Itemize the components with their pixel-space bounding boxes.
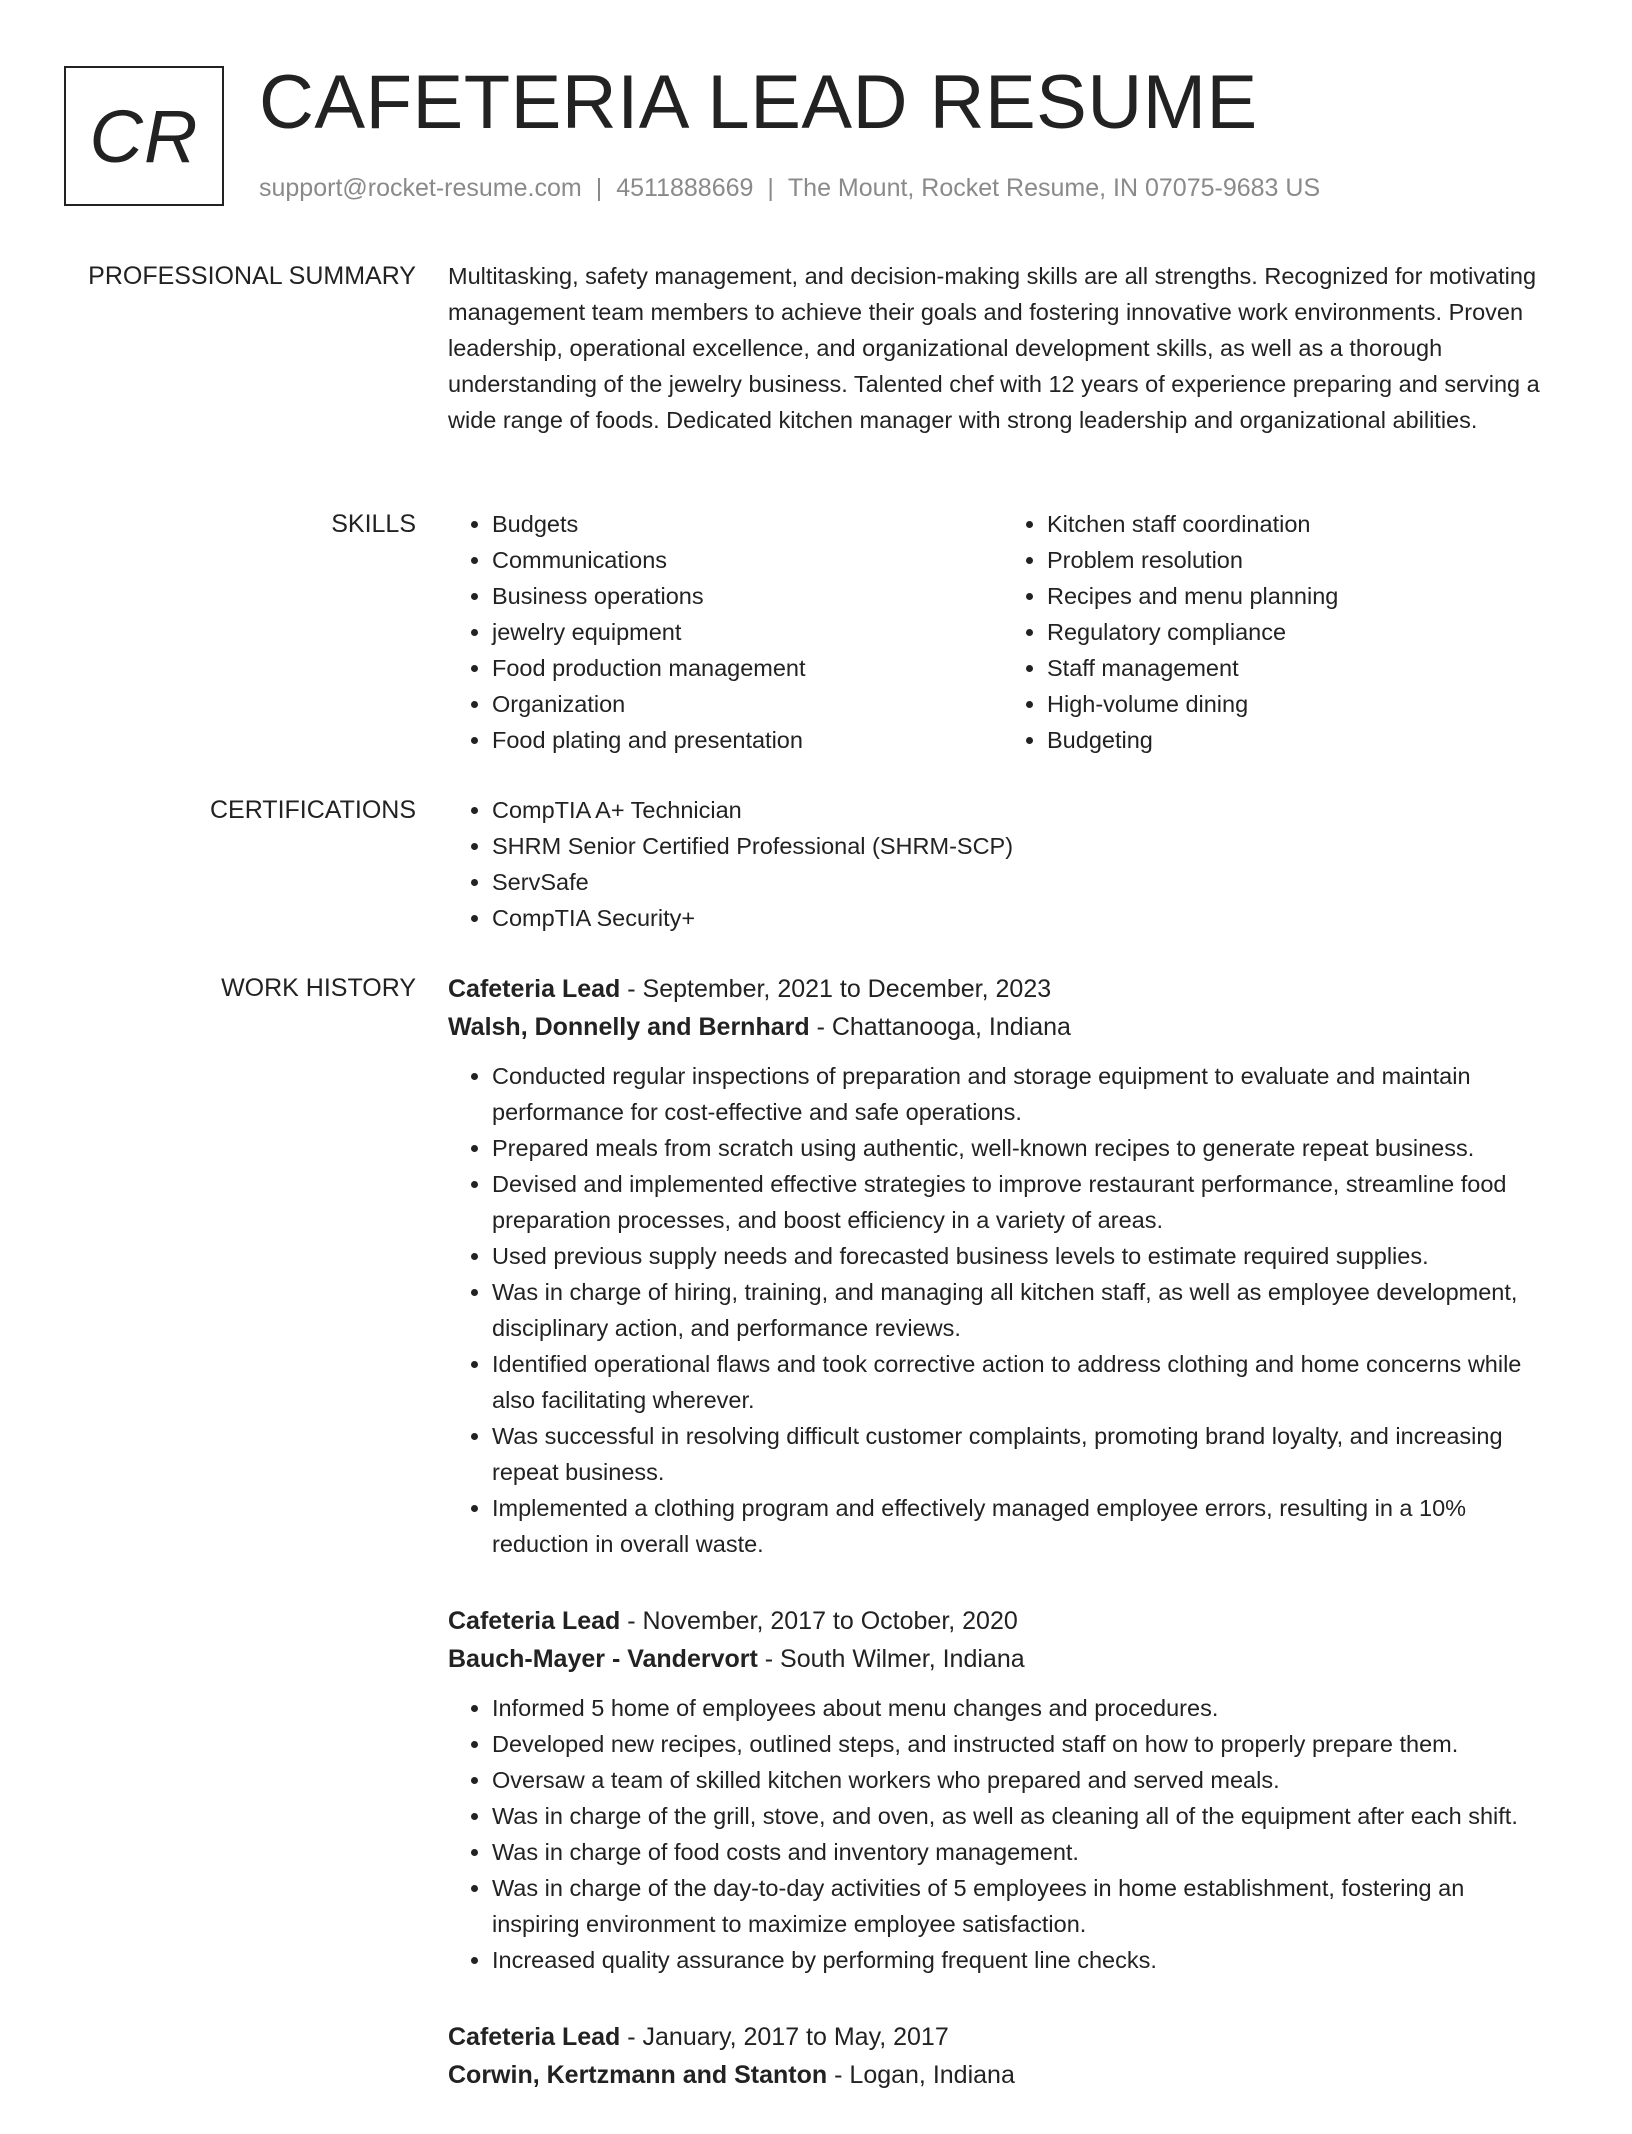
skills-list-left bbox=[448, 506, 1003, 758]
skill-item: • Regulatory compliance bbox=[1047, 614, 1558, 650]
resume-title: CAFETERIA LEAD RESUME bbox=[259, 60, 1258, 145]
skill-item: • jewelry equipment bbox=[492, 614, 1003, 650]
job-title-line bbox=[448, 1602, 1558, 1640]
job-bullet: • Informed 5 home of employees about menu changes and procedures. bbox=[492, 1690, 1558, 1726]
job-company: Corwin, Kertzmann and Stanton bbox=[448, 2061, 828, 2089]
job-bullet: • Developed new recipes, outlined steps, and instructed staff on how to properly prepare them. bbox=[492, 1726, 1558, 1762]
job-bullet: • Increased quality assurance by performing frequent line checks. bbox=[492, 1942, 1558, 1978]
contact-address: The Mount, Rocket Resume, IN 07075-9683 US bbox=[787, 174, 1321, 202]
job-entry bbox=[448, 1602, 1558, 1978]
contact-email[interactable]: support@rocket-resume.com bbox=[259, 174, 582, 202]
job-bullet: • Conducted regular inspections of preparation and storage equipment to evaluate and maintain performance for cost-effective and safe operations. bbox=[492, 1058, 1558, 1130]
job-location: - Logan, Indiana bbox=[834, 2061, 1015, 2089]
job-bullets bbox=[448, 1690, 1558, 1978]
work-history-body bbox=[448, 970, 1558, 2134]
skill-item: • Kitchen staff coordination bbox=[1047, 506, 1558, 542]
job-bullet: • Oversaw a team of skilled kitchen workers who prepared and served meals. bbox=[492, 1762, 1558, 1798]
job-bullet: • Devised and implemented effective strategies to improve restaurant performance, streamline food preparation processes, and boost efficiency in a variety of areas. bbox=[492, 1166, 1558, 1238]
certification-item: • SHRM Senior Certified Professional (SHRM-SCP) bbox=[492, 828, 1558, 864]
job-title: Cafeteria Lead bbox=[448, 2023, 621, 2051]
skill-item: • Problem resolution bbox=[1047, 542, 1558, 578]
job-dates: - January, 2017 to May, 2017 bbox=[627, 2023, 949, 2051]
contact-line bbox=[259, 174, 1320, 203]
job-entry bbox=[448, 2018, 1558, 2094]
job-title: Cafeteria Lead bbox=[448, 975, 621, 1003]
job-bullet: • Prepared meals from scratch using authentic, well-known recipes to generate repeat business. bbox=[492, 1130, 1558, 1166]
job-bullet: • Identified operational flaws and took corrective action to address clothing and home concerns while also facilitating wherever. bbox=[492, 1346, 1558, 1418]
monogram-text: CR bbox=[89, 94, 199, 178]
job-bullet: • Was in charge of hiring, training, and managing all kitchen staff, as well as employee development, disciplinary action, and performance reviews. bbox=[492, 1274, 1558, 1346]
job-company: Walsh, Donnelly and Bernhard bbox=[448, 1013, 810, 1041]
job-entry bbox=[448, 970, 1558, 1562]
skills-list-right bbox=[1003, 506, 1558, 758]
work-history-heading: WORK HISTORY bbox=[221, 974, 416, 1002]
job-bullet: • Was in charge of the day-to-day activities of 5 employees in home establishment, fostering an inspiring environment to maximize employee satisfaction. bbox=[492, 1870, 1558, 1942]
job-company-line bbox=[448, 1640, 1558, 1678]
skill-item: • Food plating and presentation bbox=[492, 722, 1003, 758]
skill-item: • Food production management bbox=[492, 650, 1003, 686]
job-dates: - September, 2021 to December, 2023 bbox=[627, 975, 1052, 1003]
job-bullets bbox=[448, 1058, 1558, 1562]
summary-text: Multitasking, safety management, and decision-making skills are all strengths. Recognized for motivating management team members to achieve their goals and fostering innovative work environments. Proven leadership, operational excellence, and organizational development skills, as well as a thorough understanding of the jewelry business. Talented chef with 12 years of experience preparing and serving a wide range of foods. Dedicated kitchen manager with strong leadership and organizational abilities. bbox=[448, 263, 1540, 433]
job-company-line bbox=[448, 2056, 1558, 2094]
summary-heading: PROFESSIONAL SUMMARY bbox=[88, 262, 416, 290]
certifications-body bbox=[448, 792, 1558, 936]
certification-item: • ServSafe bbox=[492, 864, 1558, 900]
skill-item: • Organization bbox=[492, 686, 1003, 722]
contact-separator: | bbox=[595, 174, 603, 202]
job-bullet: • Used previous supply needs and forecasted business levels to estimate required supplies. bbox=[492, 1238, 1558, 1274]
monogram-box bbox=[64, 66, 224, 206]
job-location: - Chattanooga, Indiana bbox=[816, 1013, 1071, 1041]
job-dates: - November, 2017 to October, 2020 bbox=[627, 1607, 1018, 1635]
job-location: - South Wilmer, Indiana bbox=[764, 1645, 1025, 1673]
job-bullet: • Was successful in resolving difficult customer complaints, promoting brand loyalty, and increasing repeat business. bbox=[492, 1418, 1558, 1490]
job-title: Cafeteria Lead bbox=[448, 1607, 621, 1635]
skills-heading: SKILLS bbox=[331, 510, 416, 538]
job-company: Bauch-Mayer - Vandervort bbox=[448, 1645, 758, 1673]
job-bullet: • Was in charge of food costs and inventory management. bbox=[492, 1834, 1558, 1870]
skill-item: • Budgets bbox=[492, 506, 1003, 542]
job-title-line bbox=[448, 2018, 1558, 2056]
skill-item: • Communications bbox=[492, 542, 1003, 578]
job-company-line bbox=[448, 1008, 1558, 1046]
certification-item: • CompTIA Security+ bbox=[492, 900, 1558, 936]
skill-item: • Business operations bbox=[492, 578, 1003, 614]
skill-item: • Budgeting bbox=[1047, 722, 1558, 758]
certifications-list bbox=[448, 792, 1558, 936]
contact-separator: | bbox=[767, 174, 774, 202]
skill-item: • Staff management bbox=[1047, 650, 1558, 686]
job-bullet: • Was in charge of the grill, stove, and oven, as well as cleaning all of the equipment after each shift. bbox=[492, 1798, 1558, 1834]
job-bullet: • Implemented a clothing program and effectively managed employee errors, resulting in a 10% reduction in overall waste. bbox=[492, 1490, 1558, 1562]
certifications-heading: CERTIFICATIONS bbox=[209, 796, 416, 824]
skill-item: • Recipes and menu planning bbox=[1047, 578, 1558, 614]
skill-item: • High-volume dining bbox=[1047, 686, 1558, 722]
summary-body bbox=[448, 258, 1558, 438]
certification-item: • CompTIA A+ Technician bbox=[492, 792, 1558, 828]
job-title-line bbox=[448, 970, 1558, 1008]
contact-phone[interactable]: 4511888669 bbox=[616, 174, 754, 202]
skills-body bbox=[448, 506, 1558, 758]
